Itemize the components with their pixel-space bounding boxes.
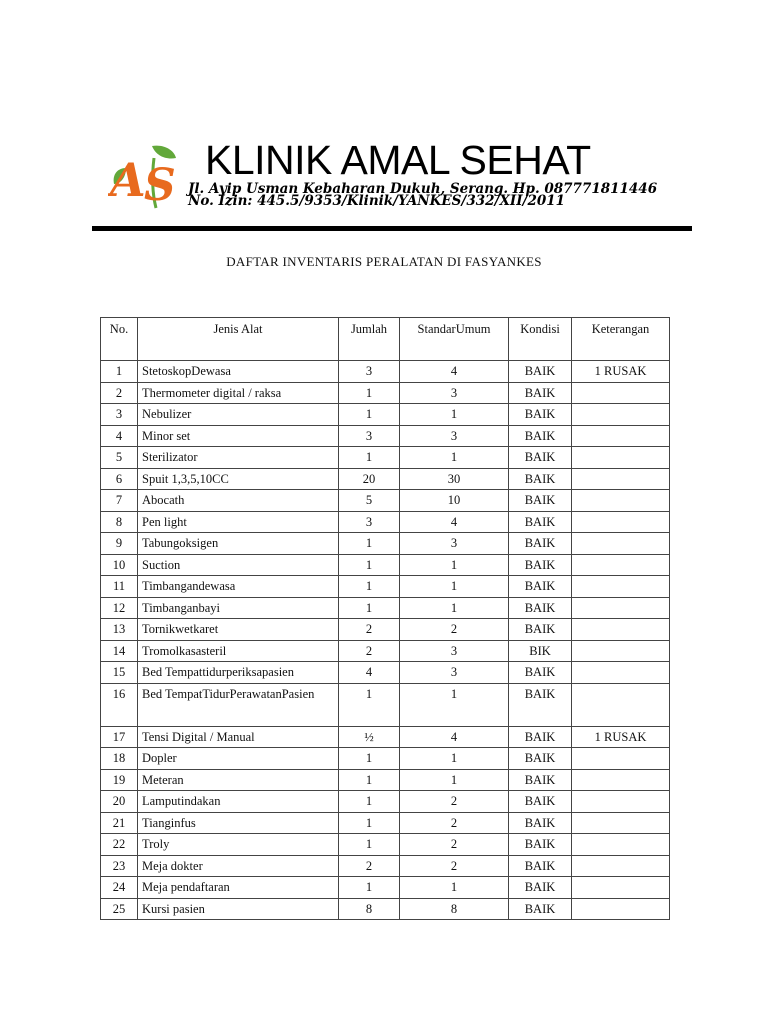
cell-no: 5 — [101, 447, 138, 469]
table-body — [101, 361, 670, 920]
cell-jumlah: 1 — [339, 877, 400, 899]
cell-keterangan — [572, 877, 670, 899]
table-row — [101, 554, 670, 576]
cell-standar-umum: 1 — [400, 769, 509, 791]
cell-kondisi: BAIK — [509, 726, 572, 748]
cell-jumlah: ½ — [339, 726, 400, 748]
cell-keterangan — [572, 597, 670, 619]
cell-jumlah: 2 — [339, 640, 400, 662]
cell-kondisi: BAIK — [509, 554, 572, 576]
cell-jumlah: 1 — [339, 812, 400, 834]
cell-no: 2 — [101, 382, 138, 404]
cell-no: 4 — [101, 425, 138, 447]
logo-letter-s: S — [144, 160, 176, 210]
table-row — [101, 855, 670, 877]
cell-standar-umum: 2 — [400, 834, 509, 856]
cell-standar-umum: 1 — [400, 683, 509, 726]
cell-jumlah: 3 — [339, 511, 400, 533]
table-row — [101, 726, 670, 748]
cell-no: 1 — [101, 361, 138, 383]
cell-keterangan: 1 RUSAK — [572, 726, 670, 748]
cell-kondisi: BAIK — [509, 382, 572, 404]
cell-jumlah: 8 — [339, 898, 400, 920]
header-jenis-alat: Jenis Alat — [138, 318, 339, 361]
table-row — [101, 382, 670, 404]
cell-jumlah: 1 — [339, 447, 400, 469]
cell-jenis-alat: Suction — [138, 554, 339, 576]
table-row — [101, 683, 670, 726]
cell-keterangan — [572, 490, 670, 512]
logo-letter-a: A — [110, 153, 146, 207]
clinic-license: No. Izin: 445.5/9353/Klinik/YANKES/332/XII/2011 — [188, 193, 566, 209]
cell-standar-umum: 4 — [400, 511, 509, 533]
cell-jumlah: 3 — [339, 361, 400, 383]
cell-standar-umum: 3 — [400, 640, 509, 662]
cell-standar-umum: 1 — [400, 597, 509, 619]
cell-keterangan — [572, 748, 670, 770]
table-row — [101, 898, 670, 920]
cell-jumlah: 20 — [339, 468, 400, 490]
inventory-table — [100, 317, 670, 920]
table-row — [101, 361, 670, 383]
cell-kondisi: BAIK — [509, 425, 572, 447]
cell-jumlah: 4 — [339, 662, 400, 684]
cell-no: 23 — [101, 855, 138, 877]
cell-kondisi: BAIK — [509, 490, 572, 512]
cell-jumlah: 2 — [339, 855, 400, 877]
cell-standar-umum: 4 — [400, 726, 509, 748]
table-row — [101, 511, 670, 533]
cell-standar-umum: 1 — [400, 877, 509, 899]
table-row — [101, 769, 670, 791]
table-row — [101, 619, 670, 641]
cell-kondisi: BAIK — [509, 834, 572, 856]
cell-jumlah: 1 — [339, 748, 400, 770]
cell-kondisi: BAIK — [509, 404, 572, 426]
cell-jenis-alat: Tianginfus — [138, 812, 339, 834]
cell-no: 9 — [101, 533, 138, 555]
cell-keterangan — [572, 662, 670, 684]
cell-no: 14 — [101, 640, 138, 662]
cell-kondisi: BAIK — [509, 748, 572, 770]
cell-standar-umum: 3 — [400, 662, 509, 684]
cell-kondisi: BAIK — [509, 855, 572, 877]
clinic-name: KLINIK AMAL SEHAT — [205, 137, 591, 183]
cell-standar-umum: 2 — [400, 812, 509, 834]
cell-no: 16 — [101, 683, 138, 726]
cell-kondisi: BAIK — [509, 576, 572, 598]
cell-kondisi: BAIK — [509, 662, 572, 684]
cell-no: 12 — [101, 597, 138, 619]
cell-jenis-alat: Kursi pasien — [138, 898, 339, 920]
cell-jenis-alat: Tensi Digital / Manual — [138, 726, 339, 748]
table-row — [101, 877, 670, 899]
table-row — [101, 640, 670, 662]
cell-keterangan — [572, 511, 670, 533]
cell-no: 3 — [101, 404, 138, 426]
header-kondisi: Kondisi — [509, 318, 572, 361]
cell-jenis-alat: Troly — [138, 834, 339, 856]
cell-kondisi: BAIK — [509, 812, 572, 834]
table-row — [101, 748, 670, 770]
cell-jenis-alat: Tornikwetkaret — [138, 619, 339, 641]
cell-no: 6 — [101, 468, 138, 490]
cell-keterangan — [572, 619, 670, 641]
cell-no: 10 — [101, 554, 138, 576]
cell-jenis-alat: Pen light — [138, 511, 339, 533]
cell-jenis-alat: Meja dokter — [138, 855, 339, 877]
cell-no: 24 — [101, 877, 138, 899]
cell-jumlah: 2 — [339, 619, 400, 641]
cell-jumlah: 1 — [339, 683, 400, 726]
cell-standar-umum: 4 — [400, 361, 509, 383]
cell-kondisi: BAIK — [509, 533, 572, 555]
table-header-row — [101, 318, 670, 361]
cell-keterangan — [572, 855, 670, 877]
cell-keterangan — [572, 447, 670, 469]
cell-keterangan — [572, 425, 670, 447]
cell-jenis-alat: Meteran — [138, 769, 339, 791]
cell-jenis-alat: Dopler — [138, 748, 339, 770]
table-row — [101, 468, 670, 490]
cell-keterangan — [572, 898, 670, 920]
cell-standar-umum: 10 — [400, 490, 509, 512]
cell-standar-umum: 1 — [400, 447, 509, 469]
cell-no: 7 — [101, 490, 138, 512]
cell-standar-umum: 8 — [400, 898, 509, 920]
table-row — [101, 447, 670, 469]
cell-kondisi: BAIK — [509, 683, 572, 726]
cell-jenis-alat: Spuit 1,3,5,10CC — [138, 468, 339, 490]
cell-keterangan — [572, 404, 670, 426]
cell-standar-umum: 1 — [400, 404, 509, 426]
logo-leaf-top — [152, 146, 176, 159]
cell-jumlah: 1 — [339, 834, 400, 856]
cell-jumlah: 1 — [339, 404, 400, 426]
table-row — [101, 812, 670, 834]
cell-no: 8 — [101, 511, 138, 533]
cell-keterangan — [572, 554, 670, 576]
cell-keterangan — [572, 812, 670, 834]
cell-no: 22 — [101, 834, 138, 856]
cell-no: 11 — [101, 576, 138, 598]
cell-jenis-alat: Timbanganbayi — [138, 597, 339, 619]
cell-kondisi: BAIK — [509, 597, 572, 619]
cell-kondisi: BAIK — [509, 447, 572, 469]
cell-keterangan — [572, 683, 670, 726]
cell-jenis-alat: Thermometer digital / raksa — [138, 382, 339, 404]
cell-no: 15 — [101, 662, 138, 684]
cell-standar-umum: 30 — [400, 468, 509, 490]
table-row — [101, 404, 670, 426]
cell-jenis-alat: Timbangandewasa — [138, 576, 339, 598]
cell-jenis-alat: StetoskopDewasa — [138, 361, 339, 383]
cell-jenis-alat: Abocath — [138, 490, 339, 512]
cell-standar-umum: 2 — [400, 791, 509, 813]
cell-jenis-alat: Sterilizator — [138, 447, 339, 469]
table-row — [101, 576, 670, 598]
cell-keterangan — [572, 834, 670, 856]
clinic-logo — [108, 144, 188, 210]
cell-keterangan — [572, 382, 670, 404]
cell-jumlah: 1 — [339, 769, 400, 791]
cell-jumlah: 5 — [339, 490, 400, 512]
cell-standar-umum: 3 — [400, 382, 509, 404]
cell-kondisi: BAIK — [509, 361, 572, 383]
cell-jenis-alat: Tabungoksigen — [138, 533, 339, 555]
cell-kondisi: BAIK — [509, 791, 572, 813]
cell-jumlah: 1 — [339, 554, 400, 576]
cell-jumlah: 1 — [339, 533, 400, 555]
cell-jumlah: 1 — [339, 382, 400, 404]
cell-kondisi: BAIK — [509, 769, 572, 791]
header-keterangan: Keterangan — [572, 318, 670, 361]
table-row — [101, 533, 670, 555]
cell-keterangan — [572, 791, 670, 813]
cell-keterangan — [572, 533, 670, 555]
cell-no: 25 — [101, 898, 138, 920]
table-row — [101, 597, 670, 619]
cell-keterangan — [572, 640, 670, 662]
header-jumlah: Jumlah — [339, 318, 400, 361]
cell-standar-umum: 1 — [400, 748, 509, 770]
letterhead — [108, 137, 668, 212]
cell-jenis-alat: Bed Tempattidurperiksapasien — [138, 662, 339, 684]
cell-kondisi: BAIK — [509, 898, 572, 920]
cell-no: 18 — [101, 748, 138, 770]
document-title: DAFTAR INVENTARIS PERALATAN DI FASYANKES — [226, 254, 542, 269]
cell-standar-umum: 3 — [400, 533, 509, 555]
table-row — [101, 834, 670, 856]
header-divider — [92, 226, 692, 231]
table-row — [101, 425, 670, 447]
cell-jumlah: 1 — [339, 576, 400, 598]
cell-kondisi: BAIK — [509, 619, 572, 641]
cell-standar-umum: 1 — [400, 576, 509, 598]
cell-no: 17 — [101, 726, 138, 748]
clinic-address: Jl. Ayip Usman Kebaharan Dukuh, Serang. Hp. 087771811446 — [188, 181, 658, 197]
cell-jenis-alat: Meja pendaftaran — [138, 877, 339, 899]
table-row — [101, 662, 670, 684]
cell-kondisi: BAIK — [509, 511, 572, 533]
cell-no: 21 — [101, 812, 138, 834]
cell-no: 13 — [101, 619, 138, 641]
cell-jenis-alat: Minor set — [138, 425, 339, 447]
cell-standar-umum: 3 — [400, 425, 509, 447]
cell-standar-umum: 2 — [400, 619, 509, 641]
cell-keterangan — [572, 769, 670, 791]
cell-no: 20 — [101, 791, 138, 813]
cell-standar-umum: 1 — [400, 554, 509, 576]
cell-jenis-alat: Nebulizer — [138, 404, 339, 426]
cell-kondisi: BAIK — [509, 468, 572, 490]
cell-keterangan — [572, 576, 670, 598]
cell-jenis-alat: Lamputindakan — [138, 791, 339, 813]
cell-no: 19 — [101, 769, 138, 791]
cell-keterangan — [572, 468, 670, 490]
cell-keterangan: 1 RUSAK — [572, 361, 670, 383]
cell-jumlah: 1 — [339, 597, 400, 619]
header-standar-umum: StandarUmum — [400, 318, 509, 361]
cell-standar-umum: 2 — [400, 855, 509, 877]
cell-jenis-alat: Bed TempatTidurPerawatanPasien — [138, 683, 339, 726]
header-no: No. — [101, 318, 138, 361]
cell-kondisi: BIK — [509, 640, 572, 662]
cell-kondisi: BAIK — [509, 877, 572, 899]
table-row — [101, 490, 670, 512]
cell-jumlah: 1 — [339, 791, 400, 813]
cell-jenis-alat: Tromolkasasteril — [138, 640, 339, 662]
cell-jumlah: 3 — [339, 425, 400, 447]
table-row — [101, 791, 670, 813]
